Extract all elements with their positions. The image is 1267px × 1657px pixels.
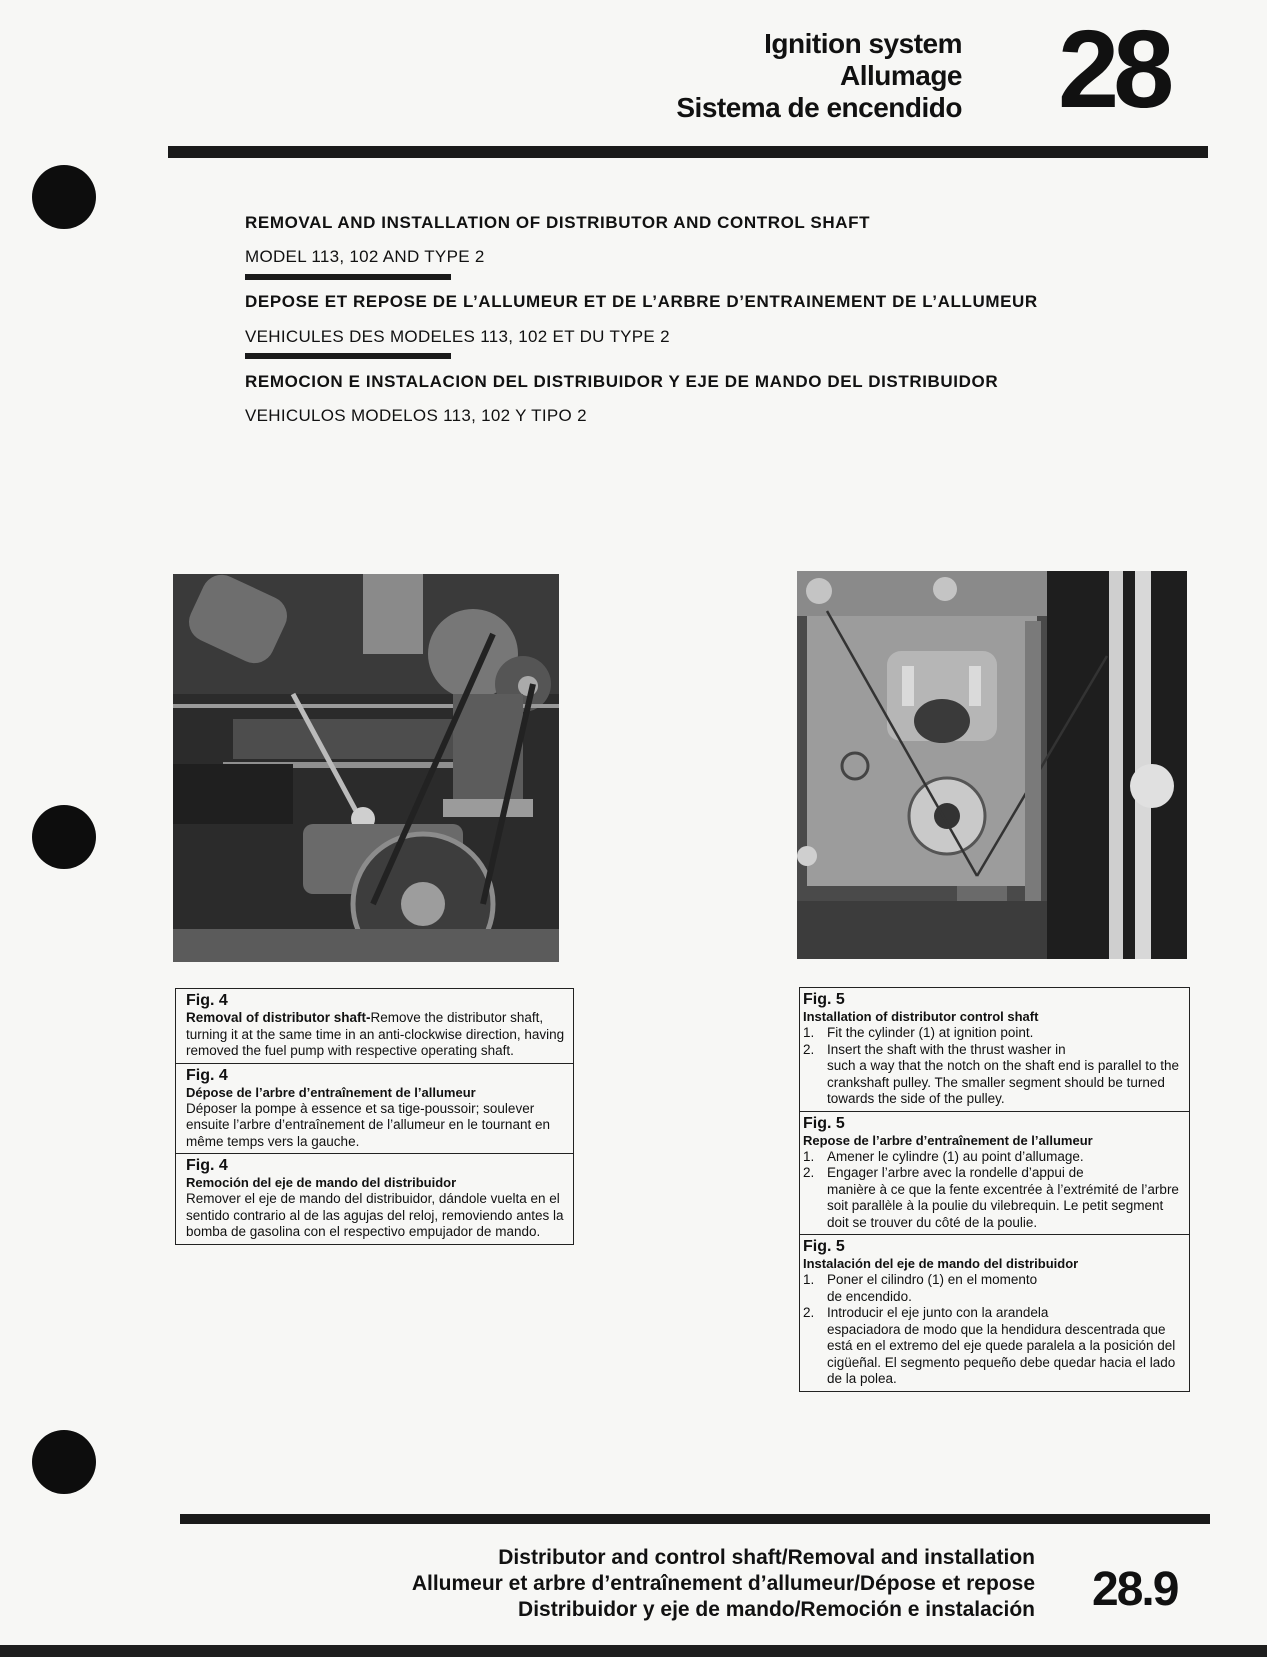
- fig4-heading-es: Remoción del eje de mando del distribuidor: [186, 1175, 457, 1190]
- fig4-text-es: Remover el eje de mando del distribuidor, dándole vuelta en el sentido contrario al de las agujas del reloj, removiendo antes la bomba de gasolina con el respectivo empujador de mando.: [186, 1191, 564, 1239]
- fig4-text-fr: Déposer la pompe à essence et sa tige-poussoir; soulever ensuite l’arbre d’entraînement de l’allumeur en le tournant en même temps vers la gauche.: [186, 1100, 550, 1149]
- fig4-caption-fr: [176, 1064, 573, 1155]
- section-title-fr: DEPOSE ET REPOSE DE L’ALLUMEUR ET DE L’ARBRE D’ENTRAINEMENT DE L’ALLUMEUR: [245, 292, 1038, 311]
- fig5-step2-en: 2. Insert the shaft with the thrust washer in: [803, 1041, 1066, 1057]
- fig4-caption-box: [175, 988, 574, 1245]
- fig5-step1-cont-es: de encendido.: [827, 1288, 912, 1304]
- fig5-step1-fr: 1. Amener le cylindre (1) au point d’allumage.: [803, 1148, 1084, 1164]
- section-divider-2: [245, 353, 451, 359]
- footer-title-fr: Allumeur et arbre d’entraînement d’allumeur/Dépose et repose: [411, 1572, 1035, 1595]
- fig5-step2-es: 2. Introducir el eje junto con la arandela: [803, 1305, 1049, 1320]
- header-title-en: Ignition system: [764, 28, 962, 59]
- fig5-label-es: Fig. 5: [803, 1238, 845, 1255]
- fig5-step2-cont-en: such a way that the notch on the shaft end is parallel to the crankshaft pulley. The smaller segment should be turned towards the side of the pulley.: [827, 1058, 1179, 1106]
- header-rule: [168, 146, 1208, 158]
- fig5-step2-cont-fr: manière à ce que la fente excentrée à l’extrémité de l’arbre soit parallèle à la poulie du vilebrequin. Le petit segment doit se trouver du côté de la poulie.: [827, 1181, 1179, 1230]
- fig5-heading-fr: Repose de l’arbre d’entraînement de l’allumeur: [803, 1132, 1093, 1148]
- fig5-label-fr: Fig. 5: [803, 1114, 845, 1132]
- header-title-es: Sistema de encendido: [676, 92, 962, 123]
- fig5-caption-en: [800, 988, 1189, 1112]
- fig5-caption-box: [799, 987, 1190, 1392]
- chapter-number: 28: [1058, 8, 1169, 131]
- fig5-heading-en: Installation of distributor control shaft: [803, 1009, 1039, 1024]
- fig4-label-fr: Fig. 4: [186, 1066, 228, 1084]
- section-subtitle-fr: VEHICULES DES MODELES 113, 102 ET DU TYPE 2: [245, 327, 670, 346]
- fig5-heading-es: Instalación del eje de mando del distribuidor: [803, 1256, 1079, 1271]
- fig5-caption-fr: [800, 1112, 1189, 1236]
- fig4-engine-photo: [173, 574, 559, 962]
- fig4-label-en: Fig. 4: [186, 992, 228, 1009]
- section-subtitle-es: VEHICULOS MODELOS 113, 102 Y TIPO 2: [245, 406, 587, 425]
- fig5-step2-cont-es: espaciadora de modo que la hendidura descentrada que está en el extremo del eje quede paralela a la posición del cigüeñal. El segmento pequeño debe quedar hacia el lado de la polea.: [827, 1321, 1176, 1386]
- fig4-caption-en: [176, 989, 573, 1064]
- fig4-heading-fr: Dépose de l’arbre d’entraînement de l’allumeur: [186, 1084, 476, 1100]
- binder-hole-middle: [32, 805, 96, 869]
- section-title-es: REMOCION E INSTALACION DEL DISTRIBUIDOR Y EJE DE MANDO DEL DISTRIBUIDOR: [245, 372, 999, 391]
- binder-hole-bottom: [32, 1430, 96, 1494]
- fig4-text-en: Remove the distributor shaft, turning it at the same time in an anti-clockwise direction, having removed the fuel pump with respective operating shaft.: [186, 1010, 565, 1058]
- section-title-en: REMOVAL AND INSTALLATION OF DISTRIBUTOR AND CONTROL SHAFT: [245, 213, 871, 232]
- page-footer-titles: [412, 1545, 1035, 1623]
- fig4-heading-en: Removal of distributor shaft-: [186, 1010, 371, 1025]
- page-header-titles: [676, 28, 962, 124]
- section-divider-1: [245, 274, 451, 280]
- footer-title-es: Distribuidor y eje de mando/Remoción e instalación: [518, 1598, 1035, 1621]
- fig5-label-en: Fig. 5: [803, 991, 845, 1008]
- page-number: 28.9: [1092, 1563, 1178, 1616]
- fig5-step1-en: 1. Fit the cylinder (1) at ignition point.: [803, 1025, 1034, 1040]
- fig5-step1-es: 1. Poner el cilindro (1) en el momento: [803, 1272, 1038, 1287]
- fig5-caption-es: [800, 1235, 1189, 1391]
- scan-edge-strip: [0, 1645, 1267, 1657]
- section-subtitle-en: MODEL 113, 102 AND TYPE 2: [245, 247, 485, 266]
- fig5-step2-fr: 2. Engager l’arbre avec la rondelle d’appui de: [803, 1165, 1084, 1180]
- footer-title-en: Distributor and control shaft/Removal and installation: [498, 1546, 1035, 1569]
- header-title-fr: Allumage: [839, 60, 962, 91]
- footer-rule: [180, 1514, 1210, 1524]
- binder-hole-top: [32, 165, 96, 229]
- fig4-label-es: Fig. 4: [186, 1157, 228, 1174]
- fig4-caption-es: [176, 1154, 573, 1244]
- fig5-distributor-mount-photo: [797, 571, 1187, 959]
